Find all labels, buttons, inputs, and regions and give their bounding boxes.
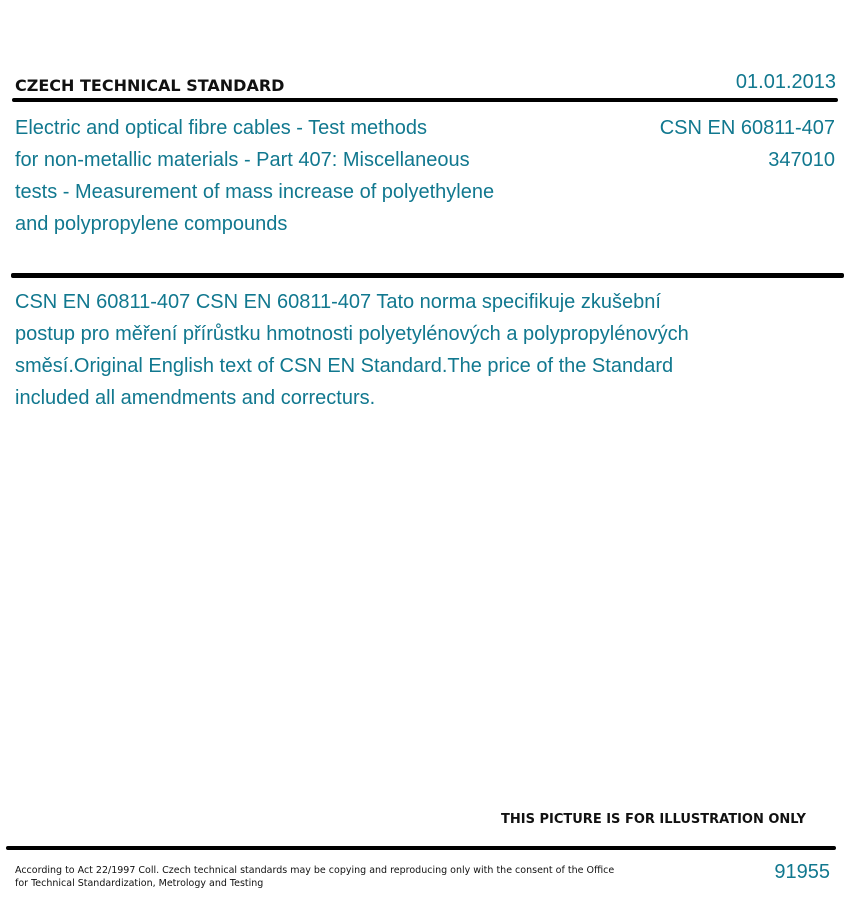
description-line-3: směsí.Original English text of CSN EN Standard.The price of the Standard <box>15 355 674 377</box>
standard-title-line-1: Electric and optical fibre cables - Test methods <box>15 117 428 139</box>
description-line-2: postup pro měření přírůstku hmotnosti polyetylénových a polypropylénových <box>15 323 689 345</box>
footer-divider <box>6 846 836 850</box>
description-line-1: CSN EN 60811-407 CSN EN 60811-407 Tato norma specifikuje zkušební <box>15 291 661 313</box>
title-divider <box>11 273 844 278</box>
footer-legal-line-1: According to Act 22/1997 Coll. Czech technical standards may be copying and reproducing only with the consent of the Office <box>15 865 615 876</box>
standard-code: CSN EN 60811-407 <box>659 117 835 139</box>
footer-legal-note <box>15 864 615 890</box>
standard-type-label: CZECH TECHNICAL STANDARD <box>15 76 285 95</box>
header-divider <box>12 98 838 102</box>
illustration-note: THIS PICTURE IS FOR ILLUSTRATION ONLY <box>501 812 806 827</box>
footer-legal-line-2: for Technical Standardization, Metrology and Testing <box>15 878 264 889</box>
standard-title-line-4: and polypropylene compounds <box>15 213 288 235</box>
standard-description <box>15 286 775 414</box>
standard-date: 01.01.2013 <box>735 71 836 93</box>
standard-title-line-2: for non-metallic materials - Part 407: Miscellaneous <box>15 149 470 171</box>
description-line-4: included all amendments and correcturs. <box>15 387 376 409</box>
standard-title-line-3: tests - Measurement of mass increase of polyethylene <box>15 181 495 203</box>
footer-number: 91955 <box>774 861 830 883</box>
standard-class-number: 347010 <box>768 149 835 171</box>
